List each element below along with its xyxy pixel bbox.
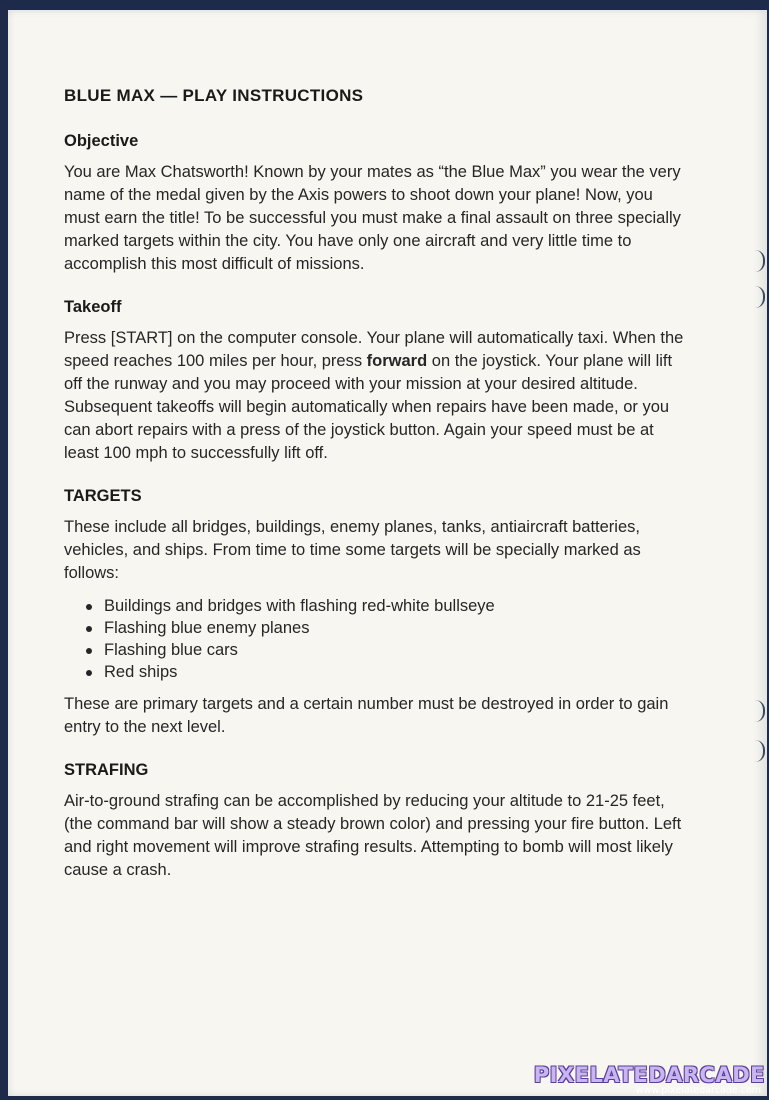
strafing-body: Air-to-ground strafing can be accomplished by reducing your altitude to 21-25 feet, (the command bar will show a steady brown color) and pressing your fire button. Left and right movement will improve strafing results. Attempting to bomb will most likely cause a crash. [64,792,682,879]
objective-body: You are Max Chatsworth! Known by your mates as “the Blue Max” you wear the very name of the medal given by the Axis powers to shoot down your plane! Now, you must earn the title! To be successful you must make a final assault on three specially marked targets within the city. You have only one aircraft and very little time to accomplish this most difficult of missions. [64,163,681,273]
manual-page [8,10,767,1096]
section-targets [64,487,684,739]
page-content [64,86,684,904]
binding-mark-top-1 [755,250,765,272]
strafing-heading: STRAFING [64,761,149,779]
objective-heading: Objective [64,132,139,150]
list-item: Flashing blue cars [86,639,684,661]
takeoff-body [64,327,684,465]
targets-list [86,595,684,683]
list-item: Flashing blue enemy planes [86,617,684,639]
list-item: Red ships [86,661,684,683]
page-title: BLUE MAX — PLAY INSTRUCTIONS [64,86,364,105]
binding-mark-bottom-2 [755,740,765,762]
targets-heading: TARGETS [64,487,142,505]
takeoff-body-part1: Press [START] on the computer console. Your plane will automatically taxi. When the speed reaches 100 miles per hour, press [64,329,684,370]
section-strafing [64,761,684,882]
watermark-url: www.pixelatedarcade.com [635,1085,761,1096]
watermark [534,1063,765,1096]
section-takeoff [64,298,684,465]
list-item: Buildings and bridges with flashing red-white bullseye [86,595,684,617]
targets-intro: These include all bridges, buildings, enemy planes, tanks, antiaircraft batteries, vehicles, and ships. From time to time some targets will be specially marked as follows: [64,518,641,582]
binding-mark-bottom-1 [755,700,765,722]
takeoff-heading: Takeoff [64,298,122,316]
targets-outro: These are primary targets and a certain number must be destroyed in order to gain entry to the next level. [64,695,669,736]
section-objective [64,132,684,276]
watermark-logo: PIXELATEDARCADE [533,1063,765,1087]
binding-mark-top-2 [755,286,765,308]
takeoff-body-part2: on the joystick. Your plane will lift off the runway and you may proceed with your mission at your desired altitude. Subsequent takeoffs will begin automatically when repairs have been made, or you can abort repairs with a press of the joystick button. Again your speed must be at least 100 mph to successfully lift off. [64,352,673,462]
takeoff-body-bold: forward [366,352,428,370]
